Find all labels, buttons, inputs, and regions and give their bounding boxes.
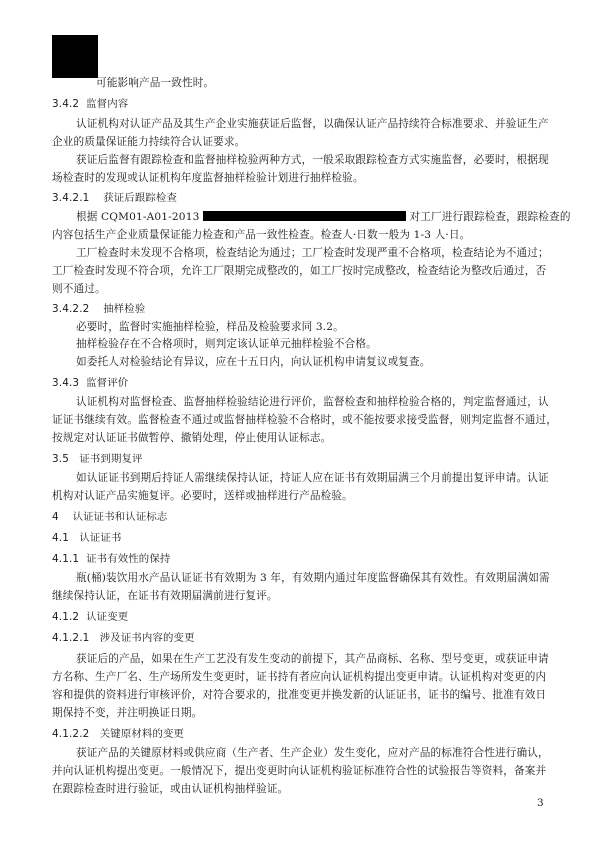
paragraph-line: 继续保持认证，在证书有效期届满前进行复评。 bbox=[52, 590, 278, 602]
paragraph-line: 机构对认证产品实施复评。必要时，送样或抽样进行产品检验。 bbox=[52, 490, 353, 502]
section-heading-4-1-2-1 bbox=[52, 631, 195, 645]
section-heading-3-4-2-1 bbox=[52, 191, 177, 205]
section-number: 3.4.2.2 bbox=[52, 303, 90, 315]
text-fragment: 对工厂进行跟踪检查，跟踪检查的 bbox=[409, 211, 571, 223]
redacted-logo-block bbox=[52, 35, 98, 78]
paragraph-line: 获证后监督有跟踪检查和监督抽样检验两种方式，一般采取跟踪检查方式实施监督，必要时，根据现 bbox=[76, 154, 549, 166]
section-heading-4 bbox=[52, 510, 167, 524]
paragraph-line: 工厂检查时未发现不合格项，检查结论为通过；工厂检查时发现严重不合格项，检查结论为不通过； bbox=[76, 247, 549, 259]
paragraph-line: 方名称、生产厂名、生产场所发生变更时，证书持有者应向认证机构提出变更申请。认证机构对变更的内 bbox=[52, 671, 547, 683]
section-number: 4.1.2 bbox=[52, 611, 80, 623]
section-title: 关键原材料的变更 bbox=[99, 728, 185, 740]
section-heading-4-1 bbox=[52, 531, 122, 545]
section-heading-3-4-3 bbox=[52, 376, 128, 390]
paragraph-line: 获证后的产品，如果在生产工艺没有发生变动的前提下，其产品商标、名称、型号变更，或获证申请 bbox=[76, 653, 549, 665]
section-number: 4.1.1 bbox=[52, 553, 80, 565]
section-title: 认证变更 bbox=[86, 611, 129, 623]
section-heading-4-1-1 bbox=[52, 552, 170, 566]
section-heading-3-4-2-2 bbox=[52, 302, 145, 316]
paragraph-line: 获证产品的关键原材料或供应商（生产者、生产企业）发生变化，应对产品的标准符合性进行确认， bbox=[76, 747, 549, 759]
section-title: 监督内容 bbox=[86, 98, 129, 110]
paragraph-line: 认证机构对认证产品及其生产企业实施获证后监督，以确保认证产品持续符合标准要求、并验证生产 bbox=[76, 118, 549, 130]
section-number: 3.4.2 bbox=[52, 98, 80, 110]
paragraph-line: 企业的质量保证能力持续符合认证要求。 bbox=[52, 136, 246, 148]
section-heading-3-5 bbox=[52, 452, 143, 466]
page-number: 3 bbox=[537, 797, 544, 809]
section-number: 3.5 bbox=[52, 453, 69, 465]
paragraph-line: 内容包括生产企业质量保证能力检查和产品一致性检查。检查人·日数一般为 1-3 人·日。 bbox=[52, 229, 471, 241]
section-number: 4.1.2.2 bbox=[52, 728, 90, 740]
section-title: 认证证书 bbox=[79, 532, 122, 544]
section-number: 4 bbox=[52, 511, 59, 523]
paragraph-line: 工厂检查时发现不符合项，允许工厂限期完成整改的，如工厂按时完成整改，检查结论为整改后通过，否 bbox=[52, 265, 547, 277]
section-heading-4-1-2-2 bbox=[52, 727, 184, 741]
text-line: 可能影响产品一致性时。 bbox=[96, 77, 215, 89]
section-number: 4.1.2.1 bbox=[52, 632, 90, 644]
paragraph-line bbox=[76, 210, 571, 224]
paragraph-line: 场检查时的发现或认证机构年度监督抽样检验计划进行抽样检验。 bbox=[52, 172, 364, 184]
section-title: 证书有效性的保持 bbox=[86, 553, 171, 565]
paragraph-line: 抽样检验存在不合格项时，则判定该认证单元抽样检验不合格。 bbox=[76, 338, 377, 350]
paragraph-line: 如认证证书到期后持证人需继续保持认证，持证人应在证书有效期届满三个月前提出复评申请。认证 bbox=[76, 472, 549, 484]
section-title: 认证证书和认证标志 bbox=[72, 511, 168, 523]
paragraph-line: 并向认证机构提出变更。一般情况下，提出变更时向认证机构验证标准符合性的试验报告等资料，备案并 bbox=[52, 765, 547, 777]
section-heading-3-4-2 bbox=[52, 97, 128, 111]
section-title: 抽样检验 bbox=[103, 303, 146, 315]
section-title: 涉及证书内容的变更 bbox=[99, 632, 195, 644]
paragraph-line: 必要时，监督时实施抽样检验，样品及检验要求同 3.2。 bbox=[76, 321, 344, 333]
paragraph-line: 如委托人对检验结论有异议，应在十五日内，向认证机构申请复议或复查。 bbox=[76, 356, 431, 368]
redacted-text-block bbox=[203, 211, 406, 221]
section-title: 监督评价 bbox=[86, 377, 129, 389]
paragraph-line: 期保持不变，并注明换证日期。 bbox=[52, 707, 203, 719]
text-fragment: 根据 CQM01-A01-2013 bbox=[76, 211, 200, 223]
paragraph-line: 在跟踪检查时进行验证，或由认证机构抽样验证。 bbox=[52, 783, 289, 795]
paragraph-line: 证证书继续有效。监督检查不通过或监督抽样检验不合格时，或不能按要求接受监督，则判定监督不通过， bbox=[52, 414, 557, 426]
paragraph-line: 瓶(桶)装饮用水产品认证证书有效期为 3 年，有效期内通过年度监督确保其有效性。有效期届满如需 bbox=[76, 572, 550, 584]
paragraph-line: 则不通过。 bbox=[52, 283, 106, 295]
section-title: 证书到期复评 bbox=[79, 453, 143, 465]
section-number: 4.1 bbox=[52, 532, 69, 544]
paragraph-line: 容和提供的资料进行审核评价，对符合要求的，批准变更并换发新的认证证书，证书的编号、批准有效日 bbox=[52, 689, 547, 701]
section-heading-4-1-2 bbox=[52, 610, 128, 624]
paragraph-line: 按规定对认证证书做暂停、撤销处理，停止使用认证标志。 bbox=[52, 432, 332, 444]
section-number: 3.4.3 bbox=[52, 377, 80, 389]
section-number: 3.4.2.1 bbox=[52, 192, 90, 204]
section-title: 获证后跟踪检查 bbox=[103, 192, 178, 204]
paragraph-line: 认证机构对监督检查、监督抽样检验结论进行评价，监督检查和抽样检验合格的，判定监督通过，认 bbox=[76, 396, 549, 408]
